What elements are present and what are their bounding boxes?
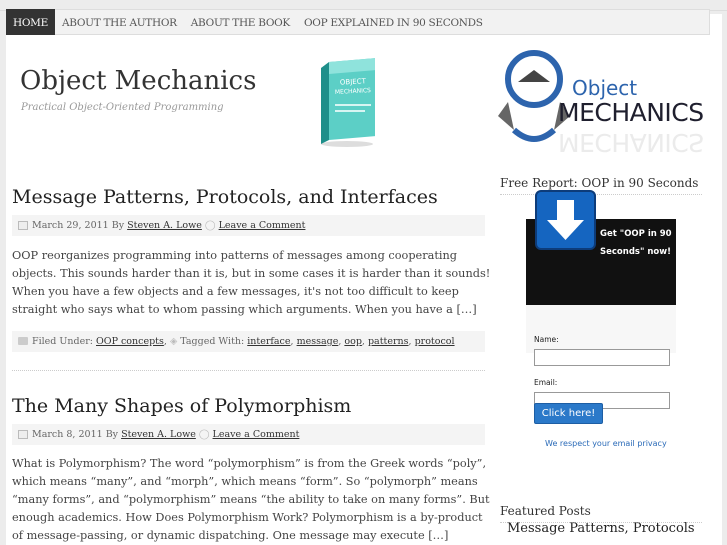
object-mechanics-logo[interactable] — [490, 36, 704, 157]
name-label: Name: — [534, 335, 559, 344]
main-nav — [6, 9, 710, 35]
tag-icon: ◈ — [169, 336, 178, 347]
svg-text:OBJECT: OBJECT — [339, 77, 367, 87]
post-excerpt: OOP reorganizes programming into patterns of messages among cooperating objects. This sounds harder than it is, but in some cases it is harder than it sounds! When you have a few objects and a few messages, it's not too difficult to keep straight who says what to whom passing which arguments. When you have a […] — [12, 249, 491, 316]
optin-form-bg — [526, 305, 676, 353]
comment-icon: ◯ — [198, 429, 210, 440]
tag-link[interactable]: oop — [344, 336, 362, 347]
post-meta — [12, 424, 485, 445]
post-meta — [12, 215, 485, 236]
calendar-icon — [18, 430, 28, 439]
featured-post-link[interactable]: Message Patterns, Protocols — [507, 521, 695, 536]
post-date: March 29, 2011 — [32, 220, 109, 231]
site-tagline: Practical Object-Oriented Programming — [21, 102, 224, 113]
name-field[interactable] — [534, 349, 670, 366]
tag-link[interactable]: protocol — [414, 336, 455, 347]
post-author-link[interactable]: Steven A. Lowe — [127, 220, 202, 231]
nav-about-author[interactable]: ABOUT THE AUTHOR — [61, 17, 177, 29]
post-excerpt: What is Polymorphism? The word “polymorphism” is from the Greek words “poly”, which means “many”, and “morph”, which means “form”. So “polymorph” means “many forms”, and “polymorphism” means “the ability to take on many forms”. But enough academics. How Does Polymorphism Work? Polymorphism is a by-product of message-passing, or dynamic dispatching. One message may execute […] — [12, 457, 490, 542]
post-by: By — [111, 220, 125, 231]
comment-icon: ◯ — [204, 220, 216, 231]
sidebar-divider — [500, 194, 702, 195]
svg-text:MECHANICS: MECHANICS — [334, 87, 372, 96]
email-label: Email: — [534, 378, 558, 387]
tag-link[interactable]: interface — [247, 336, 291, 347]
download-icon — [535, 190, 596, 250]
folder-icon — [18, 337, 28, 345]
tag-link[interactable]: patterns — [367, 336, 409, 347]
post-title[interactable]: Message Patterns, Protocols, and Interfaces — [12, 186, 438, 208]
submit-button[interactable]: Click here! — [534, 403, 603, 424]
leave-comment-link[interactable]: Leave a Comment — [212, 429, 300, 440]
tag-link[interactable]: message — [296, 336, 339, 347]
calendar-icon — [18, 221, 28, 230]
free-report-heading: Free Report: OOP in 90 Seconds — [500, 176, 699, 190]
category-link[interactable]: OOP concepts — [96, 336, 164, 347]
tagged-with-label: Tagged With: — [180, 336, 245, 347]
leave-comment-link[interactable]: Leave a Comment — [218, 220, 306, 231]
book-cover-image[interactable] — [315, 48, 375, 148]
site-title[interactable]: Object Mechanics — [20, 66, 257, 96]
logo-word-mechanics: MECHANICS — [558, 98, 704, 127]
post-date: March 8, 2011 — [32, 429, 103, 440]
post-taxonomy: Filed Under: OOP concepts, ◈ Tagged With: interface, message, oop, patterns, protocol — [12, 331, 485, 352]
post-title[interactable]: The Many Shapes of Polymorphism — [12, 395, 352, 417]
nav-home[interactable]: HOME — [6, 9, 55, 35]
logo-word-object: Object — [572, 76, 638, 100]
post-by: By — [105, 429, 119, 440]
filed-under-label: Filed Under: — [32, 336, 93, 347]
nav-about-book[interactable]: ABOUT THE BOOK — [190, 17, 290, 29]
nav-oop-explained[interactable]: OOP EXPLAINED IN 90 SECONDS — [303, 17, 483, 29]
featured-posts-heading: Featured Posts — [500, 504, 591, 518]
optin-headline: Get "OOP in 90 Seconds" now! — [600, 229, 672, 257]
post-author-link[interactable]: Steven A. Lowe — [121, 429, 196, 440]
post-divider — [12, 370, 485, 371]
privacy-link[interactable]: We respect your email privacy — [545, 439, 667, 448]
logo-reflection: MECHANICS — [558, 128, 704, 157]
